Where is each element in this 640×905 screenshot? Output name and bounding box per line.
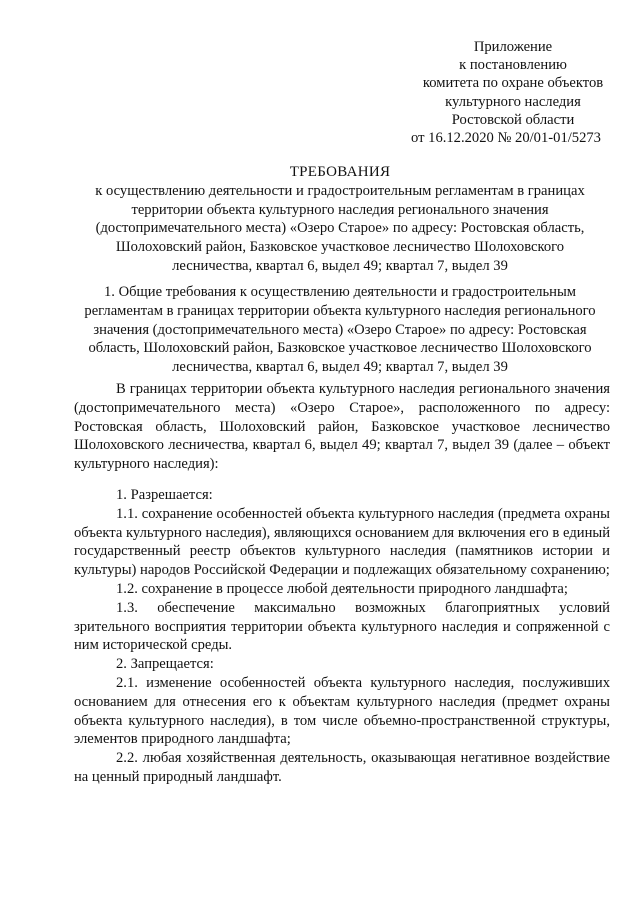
title-subtitle-line-4: Шолоховский район, Базковское участковое лесничество Шолоховского <box>115 239 565 256</box>
section-heading-line-5: лесничества, квартал 6, выдел 49; квартал 7, выдел 39 <box>172 359 508 376</box>
list-item-1-1: 1.1. сохранение особенностей объекта культурного наследия (предмета охраны объекта культурного наследия), являющихся основанием для включения его в единый государственный реестр объектов культурного наследия (памятников истории и культуры) народов Российской Федерации и подлежащих обязательному сохранению; <box>74 505 610 579</box>
prohibited-heading: 2. Запрещается: <box>116 656 214 673</box>
appendix-line-6: от 16.12.2020 № 20/01-01/5273 <box>411 130 601 147</box>
title-main: ТРЕБОВАНИЯ <box>289 164 391 180</box>
appendix-line-3: комитета по охране объектов <box>422 75 604 92</box>
section-heading-line-4: область, Шолоховский район, Базковское участковое лесничество Шолоховского <box>88 340 592 357</box>
section-heading-line-1: 1. Общие требования к осуществлению деятельности и градостроительным <box>103 284 577 300</box>
appendix-header <box>400 38 626 147</box>
list-item-2-1: 2.1. изменение особенностей объекта культурного наследия, послуживших основанием для отнесения его к объектам культурного наследия (предмет охраны объекта культурного наследия), в том числе объемно-пространственной структуры, элементов природного ландшафта; <box>74 674 610 748</box>
list-item-1-3: 1.3. обеспечение максимально возможных благоприятных условий зрительного восприятия территории объекта культурного наследия и сопряженной с ним исторической среды. <box>74 599 610 654</box>
section-1-heading <box>60 283 620 377</box>
title-subtitle-line-1: к осуществлению деятельности и градостроительным регламентам в границах <box>95 182 585 199</box>
allowed-heading: 1. Разрешается: <box>116 487 213 503</box>
intro-paragraph-block <box>74 380 610 474</box>
list-item-2-2: 2.2. любая хозяйственная деятельность, оказывающая негативное воздействие на ценный природный ландшафт. <box>74 750 610 785</box>
appendix-line-1: Приложение <box>473 39 553 55</box>
title-subtitle-line-3: (достопримечательного места) «Озеро Старое» по адресу: Ростовская область, <box>95 220 585 237</box>
section-heading-line-3: значения (достопримечательного места) «Озеро Старое» по адресу: Ростовская <box>93 321 587 338</box>
title-subtitle-line-2: территории объекта культурного наследия регионального значения <box>131 201 549 218</box>
appendix-line-2: к постановлению <box>459 57 567 74</box>
appendix-line-5: Ростовской области <box>451 111 575 128</box>
intro-paragraph: В границах территории объекта культурного наследия регионального значения (достопримечательного места) «Озеро Старое», расположенного по адресу: Ростовская область, Шолоховский район, Базковское участковое лесничество Шолоховского лесничества, квартал 6, выдел 49; квартал 7, выдел 39 (далее – объект культурного наследия): <box>74 381 610 473</box>
list-item-1-2: 1.2. сохранение в процессе любой деятельности природного ландшафта; <box>116 580 568 597</box>
appendix-line-4: культурного наследия <box>445 93 581 110</box>
requirements-list <box>74 486 610 787</box>
section-heading-line-2: регламентам в границах территории объекта культурного наследия регионального <box>84 302 596 319</box>
document-title <box>60 163 620 276</box>
title-subtitle-line-5: лесничества, квартал 6, выдел 49; квартал 7, выдел 39 <box>172 257 508 274</box>
